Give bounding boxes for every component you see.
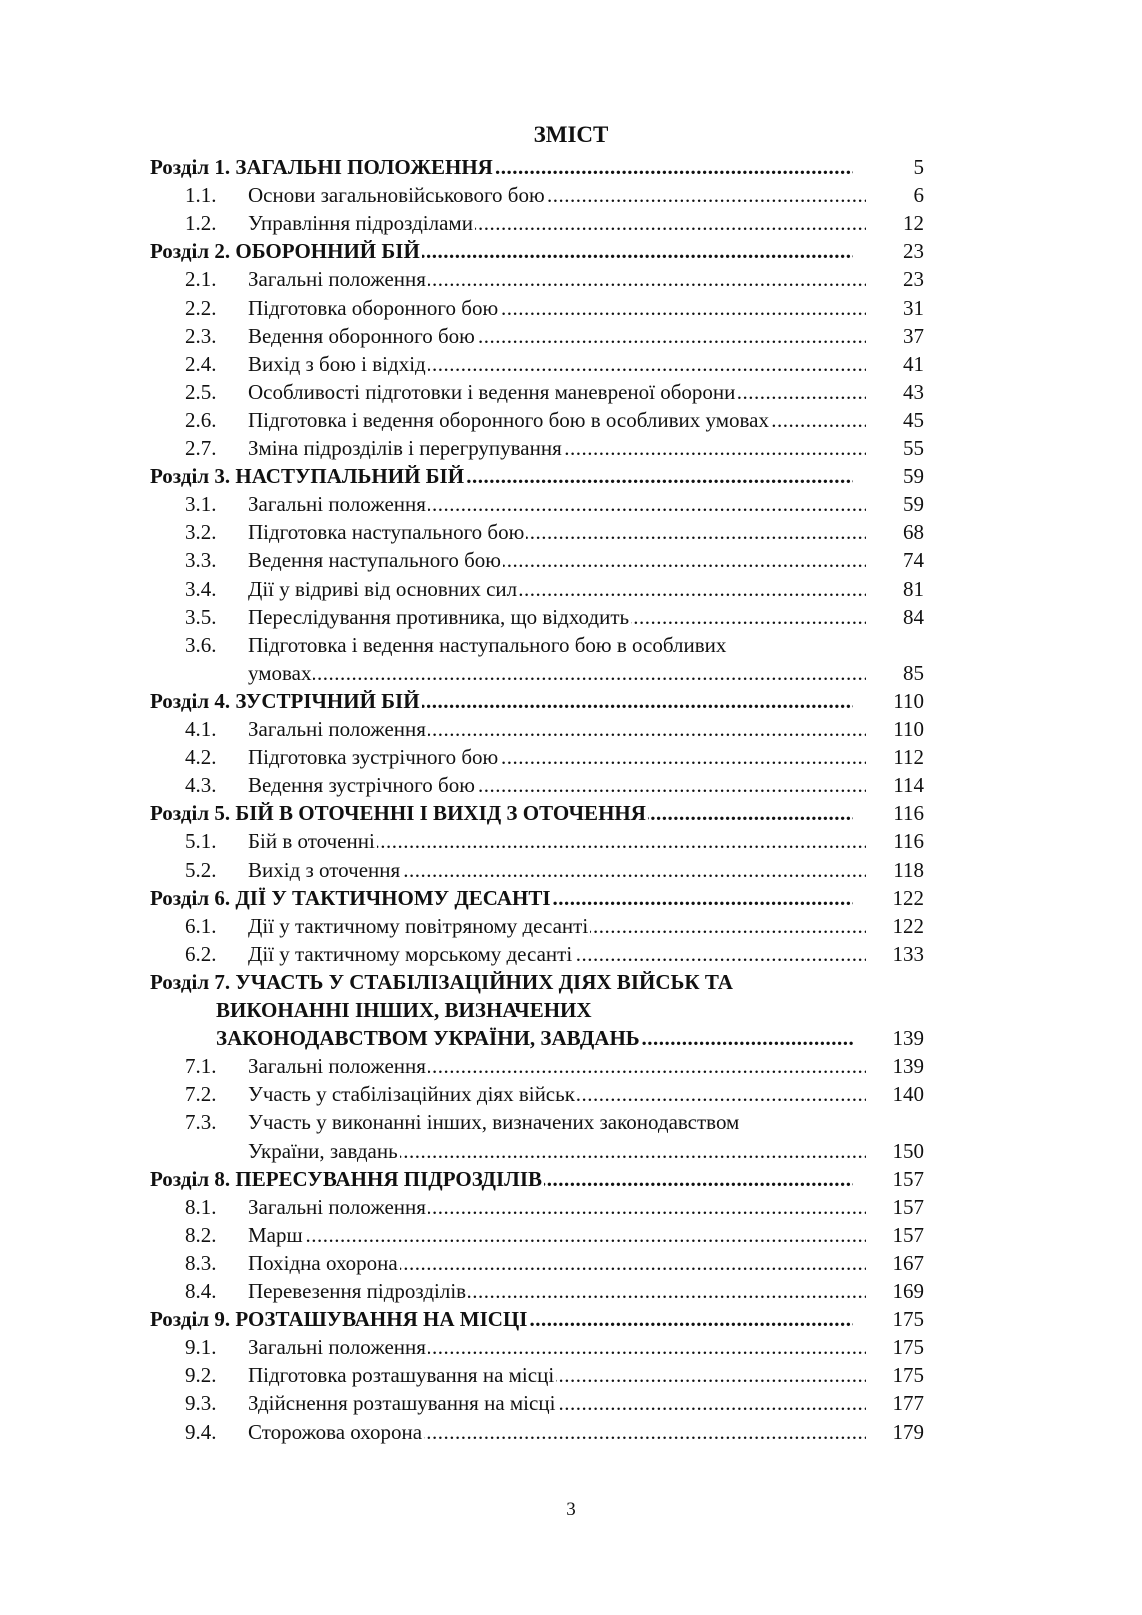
toc-page-number: 175 <box>892 1335 924 1360</box>
toc-section-row <box>0 827 1142 855</box>
toc-section-row <box>0 1108 1142 1136</box>
toc-section-row <box>0 546 1142 574</box>
toc-page-number: 59 <box>903 492 924 517</box>
toc-page-number: 12 <box>903 211 924 236</box>
toc-section-row <box>0 209 1142 237</box>
toc-section-row <box>0 294 1142 322</box>
toc-section-title: Підготовка наступального бою <box>248 520 525 545</box>
toc-page-number: 41 <box>903 351 924 376</box>
toc-section-row <box>0 575 1142 603</box>
toc-chapter-title: Розділ 2. ОБОРОННИЙ БІЙ <box>150 239 420 264</box>
toc-section-title: Дії у тактичному морському десанті <box>248 941 573 966</box>
toc-chapter-row <box>0 996 1142 1024</box>
toc-section-row <box>0 322 1142 350</box>
toc-chapter-row <box>0 237 1142 265</box>
toc-chapter-row <box>0 462 1142 490</box>
toc-section-number: 3.4. <box>185 576 217 601</box>
toc-page-number: 112 <box>893 745 924 770</box>
toc-section-title: Підготовка і ведення наступального бою в особливих <box>248 632 727 657</box>
toc-section-number: 6.2. <box>185 941 217 966</box>
toc-section-number: 9.1. <box>185 1335 217 1360</box>
toc-section-number: 2.6. <box>185 407 217 432</box>
toc-chapter-row <box>0 1024 1142 1052</box>
toc-section-title: Підготовка зустрічного бою <box>248 745 499 770</box>
toc-section-title: Загальні положення <box>248 717 426 741</box>
toc-section-number: 2.7. <box>185 436 217 460</box>
toc-page-number: 45 <box>903 407 924 432</box>
toc-page-number: 110 <box>893 717 924 741</box>
toc-section-row <box>0 406 1142 434</box>
toc-section-number: 2.2. <box>185 295 217 320</box>
toc-chapter-row <box>0 1305 1142 1333</box>
toc-page-number: 23 <box>903 267 924 292</box>
toc-section-title: Похідна охорона <box>248 1250 398 1275</box>
toc-page-number: 110 <box>893 688 924 713</box>
toc-page-number: 157 <box>892 1194 924 1219</box>
toc-section-number: 9.3. <box>185 1391 217 1416</box>
toc-chapter-title: ЗАКОНОДАВСТВОМ УКРАЇНИ, ЗАВДАНЬ <box>216 1026 640 1051</box>
toc-page-number: 68 <box>903 520 924 545</box>
toc-chapter-title: Розділ 4. ЗУСТРІЧНИЙ БІЙ <box>150 688 420 713</box>
toc-chapter-title: Розділ 6. ДІЇ У ТАКТИЧНОМУ ДЕСАНТІ <box>150 885 551 910</box>
toc-section-title: Вихід з оточення <box>248 857 401 882</box>
toc-section-title: Загальні положення <box>248 1335 426 1360</box>
toc-chapter-title: Розділ 1. ЗАГАЛЬНІ ПОЛОЖЕННЯ <box>150 155 493 179</box>
toc-section-title: Сторожова охорона <box>248 1419 423 1444</box>
toc-section-number: 1.2. <box>185 211 217 236</box>
toc-section-number: 6.1. <box>185 913 217 938</box>
toc-section-number: 2.4. <box>185 351 217 376</box>
toc-section-number: 8.2. <box>185 1222 217 1247</box>
toc-page-number: 122 <box>892 913 924 938</box>
toc-section-title: Вихід з бою і відхід <box>248 351 426 376</box>
toc-section-number: 3.5. <box>185 604 217 629</box>
toc-chapter-row <box>0 968 1142 996</box>
toc-section-number: 8.4. <box>185 1279 217 1303</box>
toc-page-number: 116 <box>893 801 924 826</box>
toc-section-title: України, завдань <box>248 1138 398 1163</box>
toc-page-number: 55 <box>903 436 924 460</box>
toc-page-number: 150 <box>892 1138 924 1163</box>
toc-section-title: Дії у відриві від основних сил <box>248 576 518 601</box>
toc-page-number: 157 <box>892 1222 924 1247</box>
toc-page-number: 31 <box>903 295 924 320</box>
toc-section-title: Дії у тактичному повітряному десанті <box>248 913 589 938</box>
toc-section-number: 3.3. <box>185 548 217 573</box>
toc-page-number: 37 <box>903 323 924 348</box>
toc-page-number: 74 <box>903 548 924 573</box>
toc-section-title: Управління підрозділами <box>248 211 473 236</box>
toc-section-title: Загальні положення <box>248 492 426 517</box>
toc-section-title: умовах <box>248 660 312 685</box>
toc-section-row <box>0 1137 1142 1165</box>
toc-section-title: Бій в оточенні <box>248 829 375 854</box>
toc-section-title: Загальні положення <box>248 1054 426 1079</box>
toc-page-number: 122 <box>892 885 924 910</box>
toc-page-number: 81 <box>903 576 924 601</box>
toc-chapter-title: ВИКОНАННІ ІНШИХ, ВИЗНАЧЕНИХ <box>216 998 592 1022</box>
toc-section-row <box>0 912 1142 940</box>
toc-section-number: 3.6. <box>185 632 217 657</box>
toc-page-number: 59 <box>903 464 924 489</box>
toc-page-number: 139 <box>892 1026 924 1051</box>
toc-section-title: Перевезення підрозділів <box>248 1279 467 1303</box>
toc-page-number: 23 <box>903 239 924 264</box>
toc-section-title: Підготовка і ведення оборонного бою в особливих умовах <box>248 407 769 432</box>
toc-section-row <box>0 1052 1142 1080</box>
toc-section-row <box>0 181 1142 209</box>
toc-section-number: 5.2. <box>185 857 217 882</box>
toc-section-number: 1.1. <box>185 183 217 208</box>
toc-section-title: Особливості підготовки і ведення маневреної оборони <box>248 379 736 404</box>
toc-section-row <box>0 378 1142 406</box>
toc-chapter-title: Розділ 7. УЧАСТЬ У СТАБІЛІЗАЦІЙНИХ ДІЯХ ВІЙСЬК ТА <box>150 969 733 994</box>
toc-chapter-title: Розділ 5. БІЙ В ОТОЧЕННІ І ВИХІД З ОТОЧЕННЯ <box>150 801 646 826</box>
toc-section-row <box>0 490 1142 518</box>
toc-section-number: 9.2. <box>185 1363 217 1388</box>
toc-section-row <box>0 856 1142 884</box>
toc-page-number: 118 <box>893 857 924 882</box>
toc-chapter-title: Розділ 3. НАСТУПАЛЬНИЙ БІЙ <box>150 464 465 489</box>
toc-chapter-row <box>0 1165 1142 1193</box>
toc-section-row <box>0 1080 1142 1108</box>
toc-section-number: 5.1. <box>185 829 217 854</box>
toc-section-number: 8.1. <box>185 1194 217 1219</box>
toc-section-row <box>0 715 1142 743</box>
toc-page-number: 139 <box>892 1054 924 1079</box>
toc-page-number: 167 <box>892 1250 924 1275</box>
toc-page-number: 157 <box>892 1166 924 1191</box>
toc-page-number: 177 <box>892 1391 924 1416</box>
page-number: 3 <box>566 1499 576 1520</box>
toc-chapter-row <box>0 799 1142 827</box>
toc-section-number: 2.3. <box>185 323 217 348</box>
toc-section-row <box>0 518 1142 546</box>
toc-section-row <box>0 1249 1142 1277</box>
toc-section-title: Ведення оборонного бою <box>248 323 475 348</box>
toc-section-row <box>0 659 1142 687</box>
toc-section-number: 9.4. <box>185 1419 217 1444</box>
toc-section-row <box>0 603 1142 631</box>
toc-section-title: Участь у стабілізаційних діях військ <box>248 1082 575 1107</box>
toc-page-number: 85 <box>903 660 924 685</box>
toc-section-number: 3.1. <box>185 492 217 517</box>
toc-section-title: Зміна підрозділів і перегрупування <box>248 436 562 460</box>
toc-section-number: 2.5. <box>185 379 217 404</box>
toc-section-row <box>0 350 1142 378</box>
toc-section-row <box>0 1361 1142 1389</box>
toc-page-number: 84 <box>903 604 924 629</box>
toc-page-number: 169 <box>892 1279 924 1303</box>
toc-section-row <box>0 940 1142 968</box>
toc-chapter-row <box>0 884 1142 912</box>
toc-section-row <box>0 771 1142 799</box>
toc-chapter-title: Розділ 9. РОЗТАШУВАННЯ НА МІСЦІ <box>150 1307 528 1332</box>
toc-chapter-row <box>0 153 1142 181</box>
toc-section-number: 4.3. <box>185 773 217 798</box>
toc-section-row <box>0 434 1142 462</box>
toc-page-number: 179 <box>892 1419 924 1444</box>
toc-section-row <box>0 1221 1142 1249</box>
toc-section-row <box>0 743 1142 771</box>
toc-section-number: 3.2. <box>185 520 217 545</box>
toc-page-number: 140 <box>892 1082 924 1107</box>
toc-page-number: 43 <box>903 379 924 404</box>
toc-section-row <box>0 1333 1142 1361</box>
toc-page-number: 175 <box>892 1363 924 1388</box>
toc-section-title: Участь у виконанні інших, визначених законодавством <box>248 1110 740 1135</box>
toc-page-number: 5 <box>913 155 924 179</box>
toc-section-number: 4.1. <box>185 717 217 741</box>
toc-section-number: 7.1. <box>185 1054 217 1079</box>
toc-section-title: Марш <box>248 1222 303 1247</box>
toc-section-row <box>0 265 1142 293</box>
toc-section-title: Загальні положення <box>248 267 426 292</box>
toc-section-number: 4.2. <box>185 745 217 770</box>
toc-page-number: 6 <box>913 183 924 208</box>
toc-section-row <box>0 1418 1142 1446</box>
toc-page-number: 133 <box>892 941 924 966</box>
toc-section-row <box>0 1389 1142 1417</box>
toc-section-number: 2.1. <box>185 267 217 292</box>
toc-section-number: 7.3. <box>185 1110 217 1135</box>
toc-section-title: Здійснення розташування на місці <box>248 1391 556 1416</box>
toc-section-title: Підготовка оборонного бою <box>248 295 499 320</box>
toc-section-row <box>0 1277 1142 1305</box>
toc-section-row <box>0 1193 1142 1221</box>
toc-section-number: 8.3. <box>185 1250 217 1275</box>
toc-section-title: Загальні положення <box>248 1194 426 1219</box>
toc-section-title: Основи загальновійськового бою <box>248 183 545 208</box>
toc-section-number: 7.2. <box>185 1082 217 1107</box>
page-title: ЗМІСТ <box>533 122 609 147</box>
toc-section-title: Ведення наступального бою <box>248 548 501 573</box>
toc-section-title: Переслідування противника, що відходить <box>248 604 630 629</box>
toc-chapter-row <box>0 687 1142 715</box>
toc-page-number: 116 <box>893 829 924 854</box>
toc-page-number: 175 <box>892 1307 924 1332</box>
toc-section-row <box>0 631 1142 659</box>
toc-section-title: Підготовка розташування на місці <box>248 1363 555 1388</box>
toc-page-number: 114 <box>893 773 924 798</box>
toc-chapter-title: Розділ 8. ПЕРЕСУВАННЯ ПІДРОЗДІЛІВ <box>150 1166 543 1191</box>
toc-section-title: Ведення зустрічного бою <box>248 773 475 798</box>
